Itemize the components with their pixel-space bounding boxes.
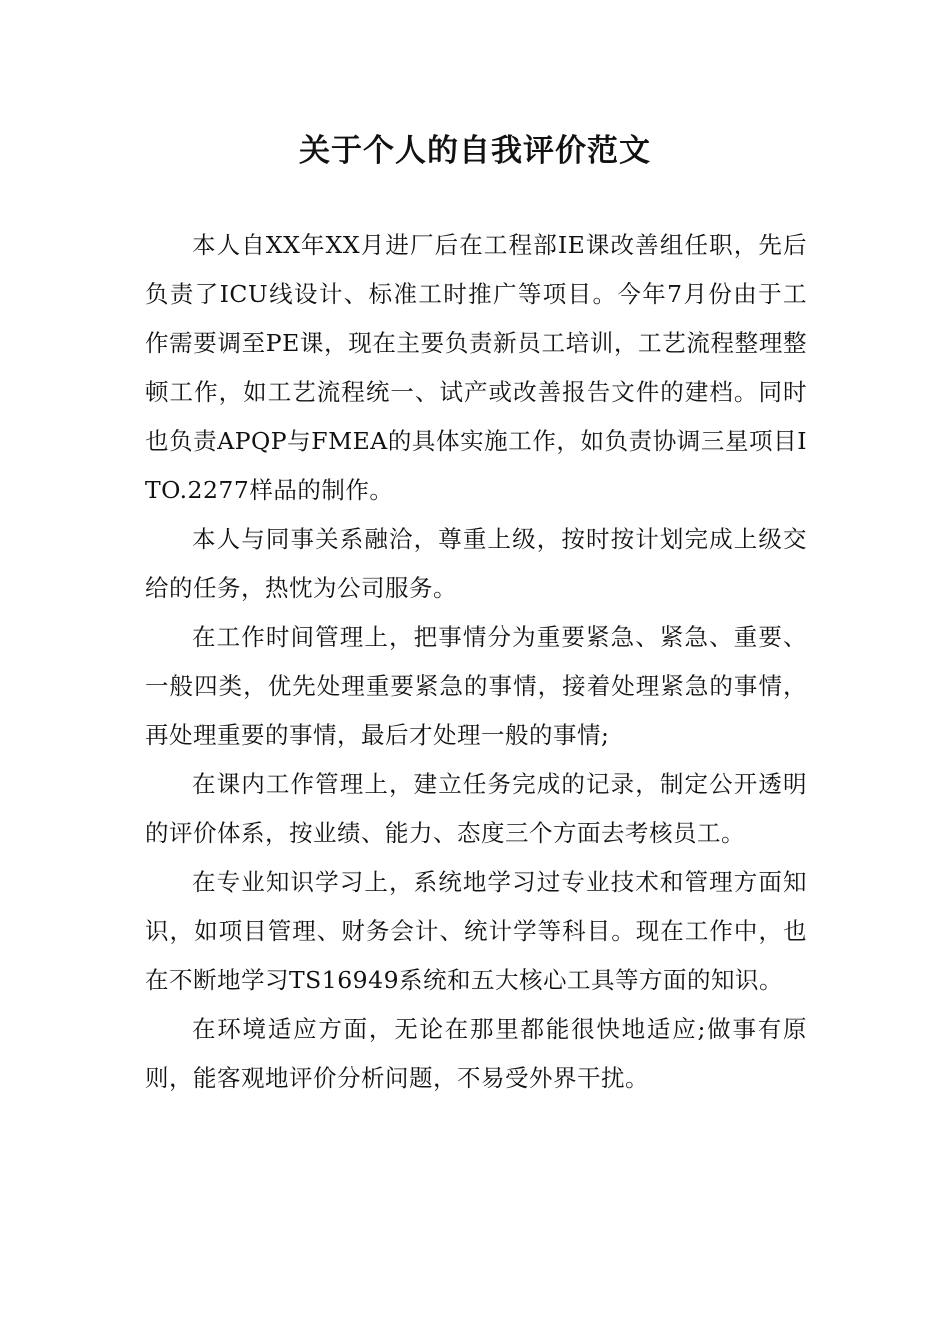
paragraph-3: 在工作时间管理上，把事情分为重要紧急、紧急、重要、一般四类，优先处理重要紧急的事情，接着处理紧急的事情，再处理重要的事情，最后才处理一般的事情; (145, 623, 807, 749)
paragraph-2: 本人与同事关系融洽，尊重上级，按时按计划完成上级交给的任务，热忱为公司服务。 (145, 525, 807, 602)
paragraph-6: 在环境适应方面，无论在那里都能很快地适应;做事有原则，能客观地评价分析问题，不易受外界干扰。 (145, 1015, 807, 1092)
paragraph-1: 本人自XX年XX月进厂后在工程部IE课改善组任职，先后负责了ICU线设计、标准工时推广等项目。今年7月份由于工作需要调至PE课，现在主要负责新员工培训，工艺流程整理整顿工作，如工艺流程统一、试产或改善报告文件的建档。同时也负责APQP与FMEA的具体实施工作，如负责协调三星项目ITO.2277样品的制作。 (145, 231, 807, 504)
paragraph-5: 在专业知识学习上，系统地学习过专业技术和管理方面知识，如项目管理、财务会计、统计学等科目。现在工作中，也在不断地学习TS16949系统和五大核心工具等方面的知识。 (145, 868, 807, 994)
paragraph-4: 在课内工作管理上，建立任务完成的记录，制定公开透明的评价体系，按业绩、能力、态度三个方面去考核员工。 (145, 770, 807, 847)
document-title: 关于个人的自我评价范文 (299, 133, 651, 169)
document-body (145, 221, 807, 1103)
